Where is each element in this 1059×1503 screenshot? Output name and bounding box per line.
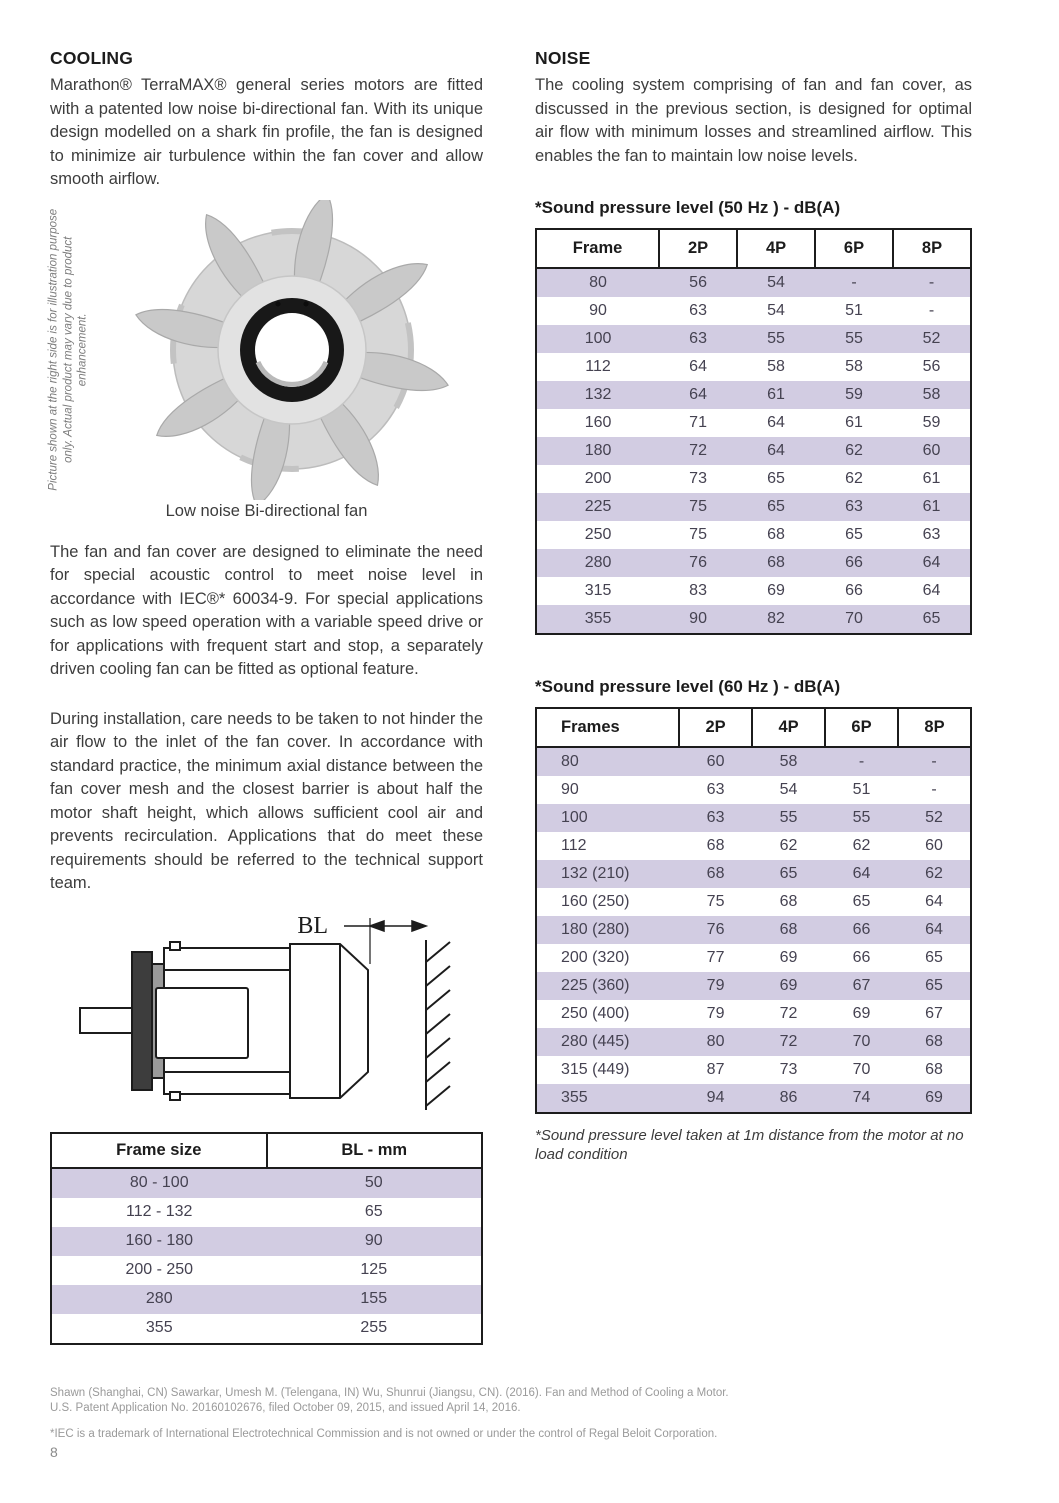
table-cell: 65 bbox=[922, 610, 941, 627]
table-cell: 90 bbox=[589, 302, 607, 319]
table-cell: 75 bbox=[706, 893, 725, 910]
table-cell: 64 bbox=[852, 865, 871, 882]
bl-dimension-label: BL bbox=[297, 912, 328, 939]
table-cell: 73 bbox=[689, 470, 707, 487]
table-cell: 66 bbox=[845, 582, 863, 599]
table-cell: 58 bbox=[767, 358, 785, 375]
table-cell: 69 bbox=[767, 582, 785, 599]
table-cell: 52 bbox=[922, 330, 941, 347]
table-cell: 315 bbox=[584, 582, 612, 599]
table-cell: 355 bbox=[584, 610, 612, 627]
table-cell: 56 bbox=[922, 358, 941, 375]
table-row bbox=[536, 549, 971, 577]
spl-footnote: *Sound pressure level taken at 1m distance from the motor at no load condition bbox=[535, 1127, 964, 1163]
column-header: Frames bbox=[536, 708, 679, 747]
table-row bbox=[536, 747, 971, 776]
table-cell: 80 bbox=[706, 1033, 725, 1050]
table-cell: 125 bbox=[360, 1261, 388, 1278]
table-cell: 65 bbox=[779, 865, 798, 882]
table-cell: 68 bbox=[925, 1033, 943, 1050]
patent-citation-line1: Shawn (Shanghai, CN) Sawarkar, Umesh M. (Telengana, IN) Wu, Shunrui (Jiangsu, CN). (2016). Fan and Method of Cooling a Motor. bbox=[50, 1387, 729, 1399]
table-cell: 68 bbox=[767, 526, 785, 543]
table-cell: 225 (360) bbox=[561, 977, 630, 994]
table-cell: 55 bbox=[852, 809, 871, 826]
table-header-row bbox=[536, 708, 971, 747]
table-cell: 65 bbox=[852, 893, 871, 910]
table-row bbox=[536, 297, 971, 325]
table-cell: 280 bbox=[584, 554, 612, 571]
table-cell: 280 (445) bbox=[561, 1033, 630, 1050]
table-cell: 54 bbox=[779, 781, 798, 798]
table-cell: 67 bbox=[852, 977, 871, 994]
noise-paragraph: The cooling system comprising of fan and fan cover, as discussed in the previous section, is designed for optimal air flow with minimum losses and streamlined airflow. This enables the fan to maintain low noise levels. bbox=[535, 76, 972, 165]
table-row bbox=[536, 1028, 971, 1056]
table-cell: 132 (210) bbox=[561, 865, 630, 882]
table-cell: 69 bbox=[779, 977, 798, 994]
table-cell: 64 bbox=[925, 893, 943, 910]
table-cell: 250 bbox=[584, 526, 612, 543]
table-cell: 160 bbox=[584, 414, 612, 431]
table-cell: 80 - 100 bbox=[129, 1174, 189, 1191]
table-cell: 64 bbox=[689, 386, 707, 403]
table-cell: 51 bbox=[852, 781, 871, 798]
table-cell: 72 bbox=[689, 442, 707, 459]
table-cell: 69 bbox=[779, 949, 798, 966]
table-cell: 56 bbox=[689, 274, 707, 291]
column-header: 4P bbox=[737, 229, 815, 268]
table-cell: 80 bbox=[589, 274, 607, 291]
table-cell: 60 bbox=[925, 837, 943, 854]
table-cell: 66 bbox=[852, 949, 871, 966]
page-number: 8 bbox=[50, 1444, 58, 1460]
table-cell: 76 bbox=[706, 921, 725, 938]
table-cell: 52 bbox=[925, 809, 943, 826]
table-cell: - bbox=[928, 274, 935, 291]
fan-cover-paragraph: The fan and fan cover are designed to eliminate the need for special acoustic control to meet noise level in accordance with IEC®* 60034-9. For special applications such as low speed operation with a variable speed drive or for applications with frequent start and stop, a separately driven cooling fan can be fitted as optional feature. bbox=[50, 542, 483, 678]
table-cell: 90 bbox=[561, 781, 579, 798]
table-cell: 65 bbox=[767, 470, 785, 487]
table-cell: 68 bbox=[706, 837, 725, 854]
table-cell: 64 bbox=[767, 414, 785, 431]
table-cell: 58 bbox=[779, 753, 798, 770]
table-cell: 62 bbox=[845, 442, 863, 459]
table-cell: 86 bbox=[779, 1089, 798, 1106]
table-cell: 65 bbox=[767, 498, 785, 515]
table-cell: 65 bbox=[925, 949, 943, 966]
table-row bbox=[536, 577, 971, 605]
table-cell: 72 bbox=[779, 1033, 798, 1050]
table-row bbox=[536, 832, 971, 860]
table-cell: 87 bbox=[706, 1061, 725, 1078]
table-row bbox=[536, 1084, 971, 1113]
noise-heading: NOISE bbox=[535, 48, 591, 68]
table-row bbox=[536, 353, 971, 381]
table-cell: 80 bbox=[561, 753, 579, 770]
table-cell: 79 bbox=[706, 1005, 725, 1022]
table-cell: 65 bbox=[925, 977, 943, 994]
table-cell: 68 bbox=[779, 921, 798, 938]
table-cell: 77 bbox=[706, 949, 725, 966]
column-header: Frame bbox=[536, 229, 659, 268]
table-header-row bbox=[51, 1133, 482, 1168]
table-row bbox=[51, 1198, 482, 1227]
table-row bbox=[536, 888, 971, 916]
table-row bbox=[536, 605, 971, 634]
table-row bbox=[536, 1056, 971, 1084]
table-cell: 112 bbox=[585, 358, 611, 375]
table-cell: 79 bbox=[706, 977, 725, 994]
table-row bbox=[536, 493, 971, 521]
page-footer bbox=[50, 1386, 1030, 1442]
column-header: 2P bbox=[659, 229, 737, 268]
table-row bbox=[536, 465, 971, 493]
table-cell: 63 bbox=[845, 498, 863, 515]
table-cell: 112 - 132 bbox=[126, 1203, 193, 1220]
table-cell: 73 bbox=[779, 1061, 798, 1078]
table-cell: 94 bbox=[706, 1089, 725, 1106]
table-cell: 59 bbox=[922, 414, 941, 431]
table-cell: 155 bbox=[360, 1290, 388, 1307]
table-cell: 72 bbox=[779, 1005, 798, 1022]
table-cell: 60 bbox=[922, 442, 941, 459]
table-cell: 200 (320) bbox=[561, 949, 630, 966]
installation-paragraph: During installation, care needs to be taken to not hinder the air flow to the inlet of the fan cover. In accordance with standard practice, the minimum axial distance between the fan cover mesh and the closest barrier is about half the motor shaft height, which allows sufficient cool air and prevents recirculation. Applications that do meet these requirements should be referred to the technical support team. bbox=[50, 709, 483, 892]
fan-figure bbox=[47, 200, 483, 500]
table-cell: 62 bbox=[779, 837, 798, 854]
column-header: Frame size bbox=[51, 1133, 267, 1168]
patent-citation-line2: U.S. Patent Application No. 20160102676, filed October 09, 2015, and issued April 14, 2016. bbox=[50, 1402, 521, 1414]
table-row bbox=[536, 268, 971, 297]
table-cell: 355 bbox=[145, 1319, 173, 1336]
table-cell: 55 bbox=[779, 809, 798, 826]
table-cell: 61 bbox=[767, 386, 785, 403]
table-row bbox=[536, 325, 971, 353]
table-row bbox=[51, 1314, 482, 1344]
table-cell: 66 bbox=[852, 921, 871, 938]
table-cell: 83 bbox=[689, 582, 707, 599]
table-cell: 225 bbox=[584, 498, 612, 515]
column-header: BL - mm bbox=[267, 1133, 483, 1168]
table-cell: 90 bbox=[364, 1232, 383, 1249]
spl-60hz-table bbox=[535, 707, 972, 1114]
table-row bbox=[536, 381, 971, 409]
table-cell: 67 bbox=[925, 1005, 943, 1022]
table-cell: 100 bbox=[561, 809, 588, 826]
table-cell: 61 bbox=[922, 498, 941, 515]
table-row bbox=[536, 521, 971, 549]
cooling-heading: COOLING bbox=[50, 48, 134, 68]
table-cell: 50 bbox=[364, 1174, 383, 1191]
table-cell: 66 bbox=[845, 554, 863, 571]
table-cell: 63 bbox=[689, 302, 707, 319]
table-cell: 132 bbox=[584, 386, 612, 403]
table-cell: - bbox=[858, 753, 865, 770]
table-cell: 200 - 250 bbox=[125, 1261, 194, 1278]
table-cell: 62 bbox=[845, 470, 863, 487]
table-cell: 54 bbox=[767, 274, 785, 291]
column-header: 8P bbox=[893, 229, 971, 268]
table-row bbox=[536, 437, 971, 465]
table-cell: 112 bbox=[561, 837, 587, 854]
iec-disclaimer: *IEC is a trademark of International Electrotechnical Commission and is not owned or under the control of Regal Beloit Corporation. bbox=[50, 1428, 718, 1440]
table-cell: 64 bbox=[767, 442, 785, 459]
table-cell: 70 bbox=[852, 1033, 871, 1050]
cooling-paragraph: Marathon® TerraMAX® general series motors are fitted with a patented low noise bi-directional fan. With its unique design modelled on a shark fin profile, the fan is designed to minimize air turbulence within the fan cover and allow smooth airflow. bbox=[50, 76, 483, 188]
column-header: 6P bbox=[815, 229, 893, 268]
column-header: 8P bbox=[898, 708, 971, 747]
table-cell: 51 bbox=[845, 302, 863, 319]
fan-figure-caption: Low noise Bi-directional fan bbox=[165, 501, 368, 520]
table-cell: 63 bbox=[922, 526, 941, 543]
spl-50hz-table bbox=[535, 228, 972, 635]
table-cell: 68 bbox=[779, 893, 798, 910]
table-cell: 58 bbox=[922, 386, 941, 403]
column-header: 2P bbox=[679, 708, 752, 747]
table-cell: 54 bbox=[767, 302, 785, 319]
table-row bbox=[51, 1285, 482, 1314]
table-cell: 160 - 180 bbox=[125, 1232, 194, 1249]
table-row bbox=[536, 776, 971, 804]
table-cell: 76 bbox=[689, 554, 707, 571]
frame-size-bl-table bbox=[50, 1132, 483, 1345]
table-cell: - bbox=[928, 302, 935, 319]
table-cell: 90 bbox=[689, 610, 707, 627]
table-cell: 64 bbox=[922, 582, 941, 599]
table-row bbox=[536, 944, 971, 972]
table-cell: 64 bbox=[925, 921, 943, 938]
table-cell: 58 bbox=[845, 358, 863, 375]
table-cell: 61 bbox=[922, 470, 941, 487]
table-cell: - bbox=[931, 781, 937, 798]
table-cell: 200 bbox=[584, 470, 612, 487]
table-cell: 75 bbox=[689, 498, 707, 515]
table-row bbox=[51, 1168, 482, 1198]
motor-clearance-diagram bbox=[58, 904, 478, 1118]
table-header-row bbox=[536, 229, 971, 268]
fan-image bbox=[120, 200, 460, 500]
table-cell: 315 (449) bbox=[561, 1061, 630, 1078]
table-cell: 63 bbox=[706, 809, 725, 826]
table-cell: 180 (280) bbox=[561, 921, 630, 938]
table-cell: 65 bbox=[364, 1203, 383, 1220]
table-row bbox=[51, 1227, 482, 1256]
table-cell: - bbox=[931, 753, 937, 770]
table-cell: 280 bbox=[145, 1290, 173, 1307]
table-row bbox=[51, 1256, 482, 1285]
table-row bbox=[536, 860, 971, 888]
table-cell: 55 bbox=[767, 330, 785, 347]
table-cell: 250 (400) bbox=[561, 1005, 630, 1022]
table-cell: 62 bbox=[852, 837, 871, 854]
table-cell: 355 bbox=[561, 1089, 588, 1106]
table-cell: - bbox=[851, 274, 857, 291]
figure-side-note: Picture shown at the right side is for illustration purpose only. Actual product may vary due to product enhancement. bbox=[47, 208, 89, 491]
table-cell: 255 bbox=[360, 1319, 388, 1336]
table-row bbox=[536, 804, 971, 832]
table-cell: 55 bbox=[845, 330, 863, 347]
table-cell: 100 bbox=[584, 330, 612, 347]
table-cell: 60 bbox=[706, 753, 725, 770]
table-cell: 68 bbox=[706, 865, 725, 882]
table-row bbox=[536, 972, 971, 1000]
table-cell: 160 (250) bbox=[561, 893, 630, 910]
table-row bbox=[536, 1000, 971, 1028]
column-header: 4P bbox=[752, 708, 825, 747]
table-cell: 70 bbox=[845, 610, 863, 627]
table-cell: 82 bbox=[767, 610, 785, 627]
spl-50hz-title: *Sound pressure level (50 Hz ) - dB(A) bbox=[535, 198, 841, 217]
table-cell: 63 bbox=[689, 330, 707, 347]
column-header: 6P bbox=[825, 708, 898, 747]
table-cell: 75 bbox=[689, 526, 707, 543]
table-cell: 68 bbox=[925, 1061, 943, 1078]
table-cell: 180 bbox=[584, 442, 612, 459]
spl-60hz-title: *Sound pressure level (60 Hz ) - dB(A) bbox=[535, 677, 841, 696]
left-column bbox=[47, 48, 483, 1345]
table-cell: 59 bbox=[845, 386, 863, 403]
table-cell: 62 bbox=[925, 865, 943, 882]
table-row bbox=[536, 916, 971, 944]
table-cell: 69 bbox=[852, 1005, 871, 1022]
right-column bbox=[535, 48, 972, 1164]
table-cell: 68 bbox=[767, 554, 785, 571]
table-cell: 65 bbox=[845, 526, 863, 543]
table-row bbox=[536, 409, 971, 437]
table-cell: 70 bbox=[852, 1061, 871, 1078]
table-cell: 64 bbox=[922, 554, 941, 571]
table-cell: 61 bbox=[845, 414, 863, 431]
table-cell: 71 bbox=[689, 414, 707, 431]
table-cell: 64 bbox=[689, 358, 707, 375]
table-cell: 74 bbox=[852, 1089, 871, 1106]
table-cell: 69 bbox=[925, 1089, 943, 1106]
table-cell: 63 bbox=[706, 781, 725, 798]
